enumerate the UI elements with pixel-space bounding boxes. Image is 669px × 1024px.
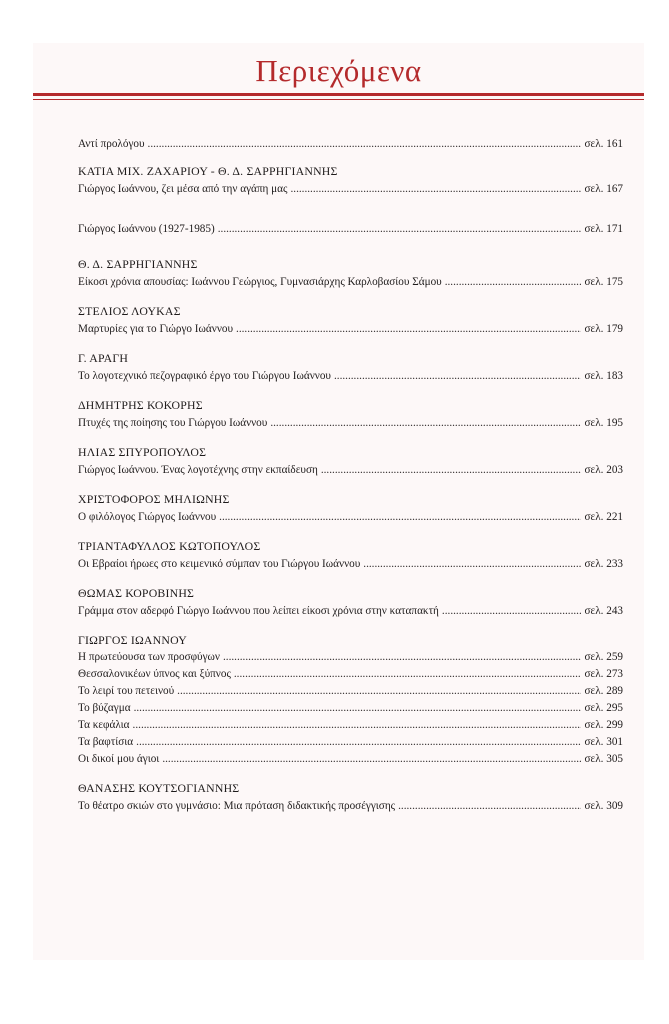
- page-prefix: σελ.: [584, 651, 604, 663]
- toc-entry: [78, 367, 623, 385]
- entry-title: Γιώργος Ιωάννου. Ένας λογοτέχνης στην εκπαίδευση: [78, 464, 318, 476]
- page-number: 183: [606, 370, 623, 382]
- toc-section: [78, 538, 623, 573]
- toc-entry: [78, 180, 623, 198]
- dot-leader: [223, 649, 582, 666]
- entry-page: [584, 273, 623, 291]
- entry-title: Γιώργος Ιωάννου, ζει μέσα από την αγάπη μας: [78, 183, 288, 195]
- page-prefix: σελ.: [584, 558, 604, 570]
- toc-entry: [78, 734, 623, 751]
- entry-title: Αντί προλόγου: [78, 138, 145, 150]
- entry-title: Θεσσαλονικέων ύπνος και ξύπνος: [78, 668, 231, 680]
- entry-title: Το θέατρο σκιών στο γυμνάσιο: Μια πρόταση διδακτικής προσέγγισης: [78, 800, 396, 812]
- page-prefix: σελ.: [584, 323, 604, 335]
- section-author: ΚΑΤΙΑ ΜΙΧ. ΖΑΧΑΡΙΟΥ - Θ. Δ. ΣΑΡΡΗΓΙΑΝΝΗΣ: [78, 164, 338, 178]
- section-author: ΘΑΝΑΣΗΣ ΚΟΥΤΣΟΓΙΑΝΝΗΣ: [78, 781, 240, 795]
- dot-leader: [363, 555, 581, 573]
- entry-page: [584, 367, 623, 385]
- page-prefix: σελ.: [584, 702, 604, 714]
- section-author: ΗΛΙΑΣ ΣΠΥΡΟΠΟΥΛΟΣ: [78, 445, 207, 459]
- toc-entry: [78, 797, 623, 815]
- toc-section: [78, 444, 623, 479]
- section-author: ΤΡΙΑΝΤΑΦΥΛΛΟΣ ΚΩΤΟΠΟΥΛΟΣ: [78, 539, 261, 553]
- dot-leader: [290, 180, 581, 198]
- toc-entry: [78, 461, 623, 479]
- toc-entry: [78, 649, 623, 666]
- entry-title: Μαρτυρίες για το Γιώργο Ιωάννου: [78, 323, 234, 335]
- entry-page: [584, 461, 623, 479]
- title-rule-thick: [33, 93, 644, 96]
- dot-leader: [134, 700, 582, 717]
- entry-title: Είκοσι χρόνια απουσίας: Ιωάννου Γεώργιος, Γυμνασιάρχης Καρλοβασίου Σάμου: [78, 276, 442, 288]
- page-number: 309: [606, 800, 623, 812]
- page-title: Περιεχόμενα: [255, 53, 422, 88]
- page-number: 305: [606, 753, 623, 765]
- section-author: ΓΙΩΡΓΟΣ ΙΩΑΝΝΟΥ: [78, 633, 187, 647]
- page-prefix: σελ.: [584, 605, 604, 617]
- entry-page: [584, 555, 623, 573]
- entry-title: Το βύζαγμα: [78, 702, 131, 714]
- toc-entry: [78, 602, 623, 620]
- entry-title: Το λογοτεχνικό πεζογραφικό έργο του Γιώργου Ιωάννου: [78, 370, 331, 382]
- page-prefix: σελ.: [584, 736, 604, 748]
- section-author: ΘΩΜΑΣ ΚΟΡΟΒΙΝΗΣ: [78, 586, 195, 600]
- toc-entry: [78, 414, 623, 432]
- page-number: 171: [606, 223, 623, 235]
- toc-entry: [78, 717, 623, 734]
- dot-leader: [398, 797, 581, 815]
- toc-entry: [78, 666, 623, 683]
- toc-entry: [78, 508, 623, 526]
- entry-title: Γιώργος Ιωάννου (1927-1985): [78, 223, 215, 235]
- entry-page: [584, 135, 623, 153]
- toc-section: [78, 585, 623, 620]
- dot-leader: [148, 135, 582, 153]
- page-number: 179: [606, 323, 623, 335]
- entry-page: [584, 797, 623, 815]
- entry-title: Οι Εβραίοι ήρωες στο κειμενικό σύμπαν του Γιώργου Ιωάννου: [78, 558, 361, 570]
- dot-leader: [236, 320, 581, 338]
- page-prefix: σελ.: [584, 668, 604, 680]
- page-number: 273: [606, 668, 623, 680]
- page-number: 203: [606, 464, 623, 476]
- entry-page: [584, 414, 623, 432]
- page-number: 299: [606, 719, 623, 731]
- toc-section: [78, 135, 623, 153]
- page-number: 161: [606, 138, 623, 150]
- table-of-contents: [78, 135, 623, 827]
- toc-entry: [78, 555, 623, 573]
- entry-title: Οι δικοί μου άγιοι: [78, 753, 160, 765]
- toc-entry: [78, 220, 623, 238]
- entry-title: Τα βαφτίσια: [78, 736, 134, 748]
- page-prefix: σελ.: [584, 276, 604, 288]
- page-prefix: σελ.: [584, 511, 604, 523]
- page-prefix: σελ.: [584, 183, 604, 195]
- dot-leader: [219, 508, 581, 526]
- dot-leader: [136, 734, 581, 751]
- section-author: ΧΡΙΣΤΟΦΟΡΟΣ ΜΗΛΙΩΝΗΣ: [78, 492, 230, 506]
- section-author: Θ. Δ. ΣΑΡΡΗΓΙΑΝΝΗΣ: [78, 257, 198, 271]
- entry-page: [584, 751, 623, 768]
- dot-leader: [321, 461, 582, 479]
- entry-title: Η πρωτεύουσα των προσφύγων: [78, 651, 220, 663]
- dot-leader: [177, 683, 581, 700]
- dot-leader: [162, 751, 581, 768]
- page-prefix: σελ.: [584, 464, 604, 476]
- entry-page: [584, 666, 623, 683]
- dot-leader: [234, 666, 582, 683]
- entry-page: [584, 320, 623, 338]
- page-number: 195: [606, 417, 623, 429]
- entry-title: Πτυχές της ποίησης του Γιώργου Ιωάννου: [78, 417, 268, 429]
- page-prefix: σελ.: [584, 753, 604, 765]
- entry-page: [584, 734, 623, 751]
- dot-leader: [445, 273, 582, 291]
- entry-page: [584, 717, 623, 734]
- dot-leader: [133, 717, 582, 734]
- page-number: 295: [606, 702, 623, 714]
- toc-entry: [78, 751, 623, 768]
- toc-entry: [78, 320, 623, 338]
- entry-page: [584, 683, 623, 700]
- dot-leader: [218, 220, 582, 238]
- dot-leader: [270, 414, 581, 432]
- entry-title: Το λειρί του πετεινού: [78, 685, 175, 697]
- entry-page: [584, 602, 623, 620]
- entry-page: [584, 649, 623, 666]
- entry-title: Τα κεφάλια: [78, 719, 130, 731]
- toc-entry: [78, 683, 623, 700]
- page-prefix: σελ.: [584, 719, 604, 731]
- page-prefix: σελ.: [584, 370, 604, 382]
- toc-section: [78, 632, 623, 768]
- entry-page: [584, 180, 623, 198]
- toc-section: [78, 303, 623, 338]
- entry-page: [584, 220, 623, 238]
- entry-title: Ο φιλόλογος Γιώργος Ιωάννου: [78, 511, 217, 523]
- toc-section: [78, 780, 623, 815]
- section-author: ΣΤΕΛΙΟΣ ΛΟΥΚΑΣ: [78, 304, 181, 318]
- toc-entry: [78, 135, 623, 153]
- page-prefix: σελ.: [584, 800, 604, 812]
- toc-section: [78, 350, 623, 385]
- page-number: 289: [606, 685, 623, 697]
- page-number: 175: [606, 276, 623, 288]
- toc-section: [78, 256, 623, 291]
- entry-page: [584, 700, 623, 717]
- entry-title: Γράμμα στον αδερφό Γιώργο Ιωάννου που λείπει είκοσι χρόνια στην καταπακτή: [78, 605, 439, 617]
- toc-entry: [78, 273, 623, 291]
- dot-leader: [442, 602, 582, 620]
- page-number: 167: [606, 183, 623, 195]
- toc-section: [78, 397, 623, 432]
- page-number: 243: [606, 605, 623, 617]
- page-prefix: σελ.: [584, 138, 604, 150]
- title-rule-thin: [33, 99, 644, 100]
- entry-page: [584, 508, 623, 526]
- dot-leader: [334, 367, 582, 385]
- page-number: 233: [606, 558, 623, 570]
- section-author: Γ. ΑΡΑΓΗ: [78, 351, 129, 365]
- page-prefix: σελ.: [584, 685, 604, 697]
- document-page: [33, 43, 644, 960]
- toc-entry: [78, 700, 623, 717]
- toc-section: [78, 163, 623, 198]
- page-number: 301: [606, 736, 623, 748]
- toc-section: [78, 491, 623, 526]
- page-prefix: σελ.: [584, 417, 604, 429]
- page-prefix: σελ.: [584, 223, 604, 235]
- toc-section: [78, 220, 623, 238]
- section-author: ΔΗΜΗΤΡΗΣ ΚΟΚΟΡΗΣ: [78, 398, 203, 412]
- page-number: 259: [606, 651, 623, 663]
- page-number: 221: [606, 511, 623, 523]
